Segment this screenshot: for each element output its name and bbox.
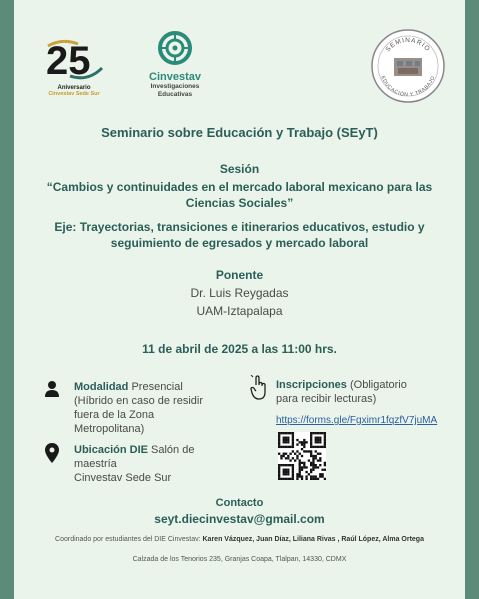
location-label: Ubicación DIE [74,444,148,456]
registration-block [276,378,446,406]
location-value: Salón de [151,444,195,456]
location-pin-icon [45,443,59,463]
anniversary-line1: Aniversario [57,85,91,91]
speaker-label: Ponente [215,268,264,282]
frame-left-border [0,0,14,599]
coordination-prefix: Coordinado por estudiantes del DIE Cinvestav: [55,536,201,543]
modality-note-line3: Metropolitana) [74,423,145,435]
location-line3: Cinvestav Sede Sur [74,472,172,484]
flyer-card [14,0,465,599]
modality-value: Presencial [131,381,183,393]
anniversary-number: 25 [46,39,91,80]
coordination-line [14,536,465,543]
person-icon [44,380,60,398]
cinvestav-sub1: Investigaciones [150,83,200,90]
session-label: Sesión [219,162,260,176]
session-title-line2: Ciencias Sociales” [185,196,294,210]
registration-link[interactable]: https://forms.gle/Fgximr1fqzfV7juMA [276,415,438,426]
registration-note-line2: para recibir lecturas) [276,393,377,405]
modality-note-line1: (Híbrido en caso de residir [74,395,204,407]
contact-email[interactable]: seyt.diecinvestav@gmail.com [154,512,325,526]
coordination-names: Karen Vázquez, Juan Díaz, Liliana Rivas , Raúl López, Alma Ortega [202,536,424,543]
speaker-affiliation: UAM-Iztapalapa [196,304,283,318]
anniversary-logo [42,38,106,100]
modality-label: Modalidad [74,381,129,393]
qr-code-icon[interactable] [278,432,326,480]
pointer-hand-icon [250,375,268,401]
location-line2: maestría [74,458,117,470]
speaker-name: Dr. Luis Reygadas [190,286,289,300]
axis-line2: seguimiento de egresados y mercado laboral [110,236,369,250]
cinvestav-emblem-icon [157,30,193,66]
cinvestav-sub2: Educativas [157,91,193,98]
event-date-time: 11 de abril de 2025 a las 11:00 hrs. [142,342,337,356]
cinvestav-name: Cinvestav [149,71,201,83]
registration-note-line1: (Obligatorio [349,379,407,391]
seminar-seal-logo [370,28,446,104]
session-title-line1: “Cambios y continuidades en el mercado laboral mexicano para las [46,180,433,194]
address: Calzada de los Tenorios 235, Granjas Coapa, Tlalpan, 14330, CDMX [132,556,347,563]
axis-line1: Eje: Trayectorias, transiciones e itinerarios educativos, estudio y [54,220,425,234]
frame-right-border [465,0,479,599]
modality-block [74,380,224,436]
location-block [74,443,224,485]
cinvestav-logo [140,30,210,102]
seal-bottom-text: EDUCACIÓN Y TRABAJO [379,75,437,99]
seminar-title: Seminario sobre Educación y Trabajo (SEyT) [101,125,378,140]
registration-label: Inscripciones [276,379,347,391]
contact-label: Contacto [215,497,264,509]
seminar-seal-icon [370,28,446,104]
anniversary-line2: Cinvestav Sede Sur [48,91,100,97]
anniversary-25-mark [42,38,106,80]
modality-note-line2: fuera de la Zona [74,409,155,421]
seal-top-text: SEMINARIO [384,37,432,54]
